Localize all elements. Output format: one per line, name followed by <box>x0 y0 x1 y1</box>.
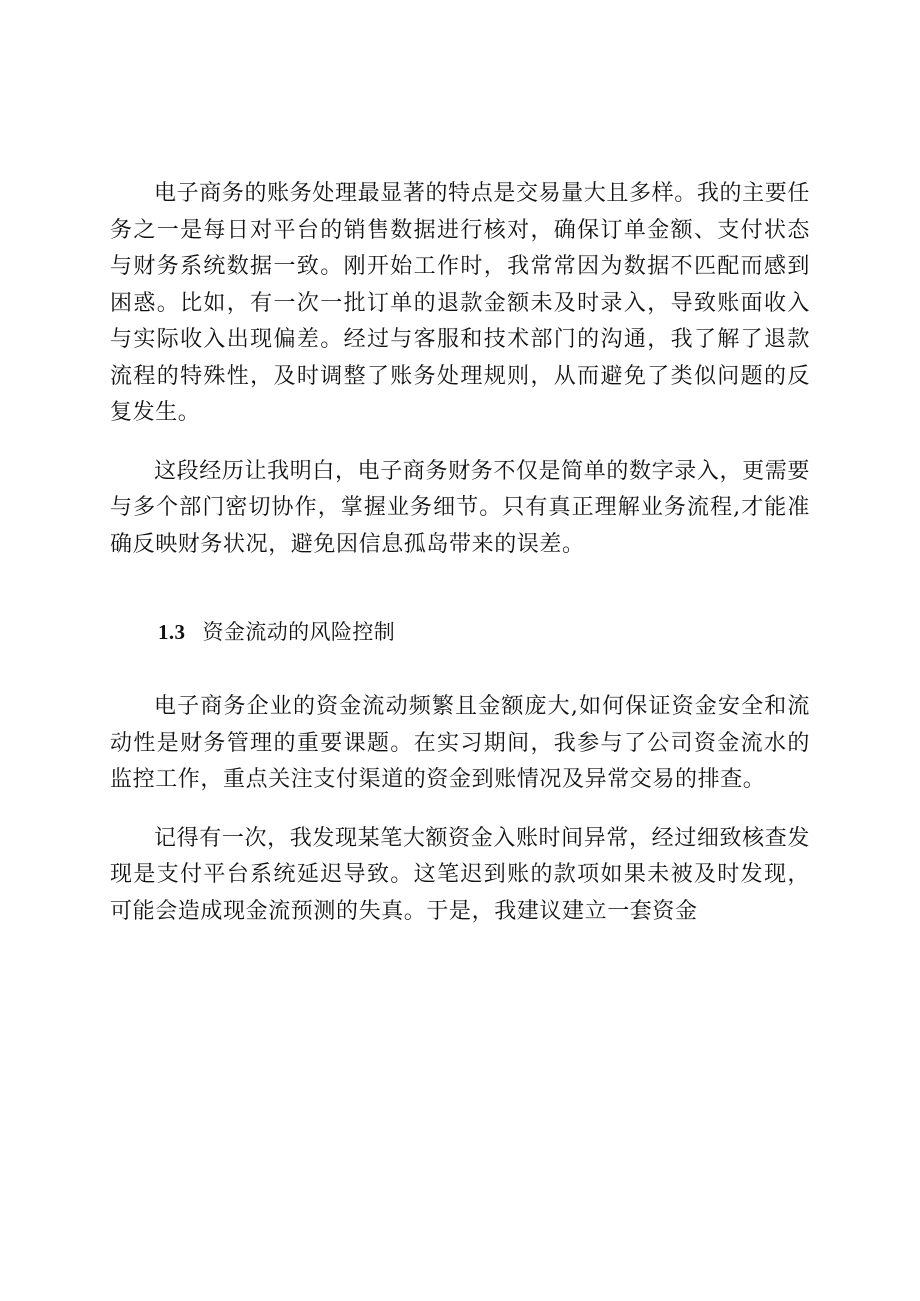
section-number: 1.3 <box>158 620 186 644</box>
document-body <box>110 176 810 930</box>
paragraph-spacer <box>110 799 810 821</box>
paragraph-spacer <box>110 432 810 454</box>
paragraph-fund-flow: 电子商务企业的资金流动频繁且金额庞大,如何保证资金安全和流动性是财务管理的重要课题。在实习期间，我参与了公司资金流水的监控工作，重点关注支付渠道的资金到账情况及异常交易的排查。 <box>110 694 810 792</box>
paragraph-reconciliation: 电子商务的账务处理最显著的特点是交易量大且多样。我的主要任务之一是每日对平台的销售数据进行核对，确保订单金额、支付状态与财务系统数据一致。刚开始工作时，我常常因为数据不匹配而感到困惑。比如，有一次一批订单的退款金额未及时录入，导致账面收入与实际收入出现偏差。经过与客服和技术部门的沟通，我了解了退款流程的特殊性，及时调整了账务处理规则，从而避免了类似问题的反复发生。 <box>110 181 810 425</box>
section-spacer <box>110 563 810 617</box>
section-heading <box>158 617 810 647</box>
paragraph-anomaly: 记得有一次，我发现某笔大额资金入账时间异常，经过细致核查发现是支付平台系统延迟导致。这笔迟到账的款项如果未被及时发现，可能会造成现金流预测的失真。于是，我建议建立一套资金 <box>110 825 810 924</box>
section-title: 资金流动的风险控制 <box>202 620 396 644</box>
paragraph-lesson: 这段经历让我明白，电子商务财务不仅是简单的数字录入，更需要与多个部门密切协作，掌握业务细节。只有真正理解业务流程,才能准确反映财务状况，避免因信息孤岛带来的误差。 <box>110 458 810 557</box>
section-spacer <box>110 647 810 689</box>
